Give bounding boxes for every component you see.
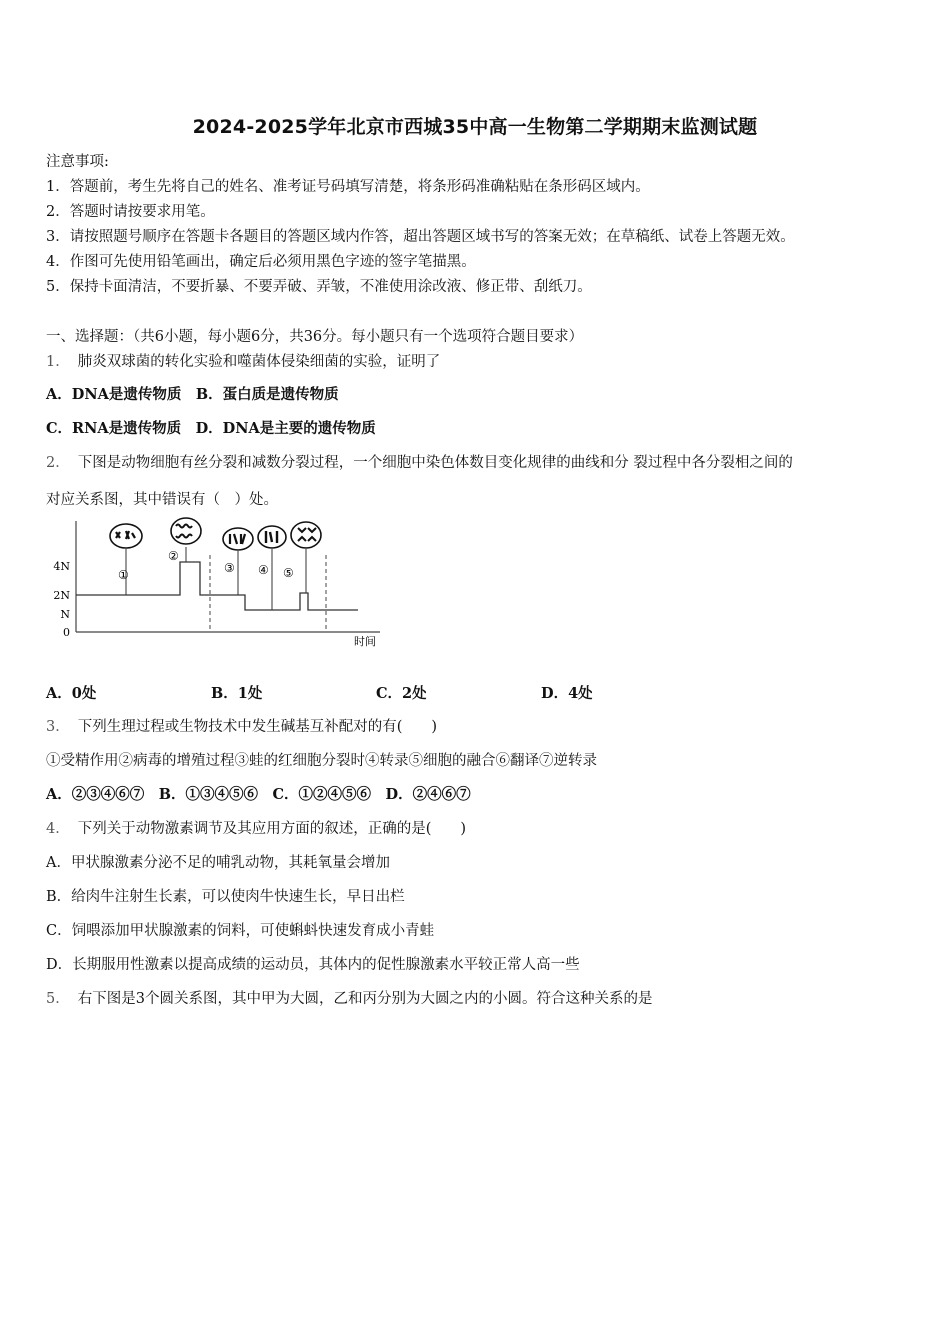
question-stem: 下列关于动物激素调节及其应用方面的叙述，正确的是( ) xyxy=(77,821,467,837)
marker-4: ④ xyxy=(258,563,269,577)
question-number: 3． xyxy=(46,719,70,735)
question-number: 1． xyxy=(46,354,70,370)
option-text: D．长期服用性激素以提高成绩的运动员，其体内的促性腺激素水平较正常人高一些 xyxy=(46,957,580,973)
marker-1: ① xyxy=(118,568,129,582)
option-text: C．饲喂添加甲状腺激素的饲料，可使蝌蚪快速发育成小青蛙 xyxy=(46,923,435,939)
notice-item: 2．答题时请按要求用笔。 xyxy=(46,204,215,220)
q3-options: A．②③④⑥⑦ B．①③④⑤⑥ C．①②④⑤⑥ D．②④⑥⑦ xyxy=(46,786,471,803)
q3-items: ①受精作用②病毒的增殖过程③蛙的红细胞分裂时④转录⑤细胞的融合⑥翻译⑦逆转录 xyxy=(46,753,597,769)
q4-option-b xyxy=(46,887,405,907)
y-label-0: 0 xyxy=(63,626,70,639)
q2-option-c: C．2处 xyxy=(376,685,427,702)
marker-3: ③ xyxy=(224,561,235,575)
page-title: 2024-2025学年北京市西城35中高一生物第二学期期末监测试题 xyxy=(192,116,758,138)
question-number: 5． xyxy=(46,991,70,1007)
section-heading: 一、选择题：（共6小题，每小题6分，共36分。每小题只有一个选项符合题目要求） xyxy=(46,329,584,345)
notice-item: 3．请按照题号顺序在答题卡各题目的答题区域内作答，超出答题区域书写的答案无效；在草稿纸、试卷上答题无效。 xyxy=(46,229,795,245)
question-number: 2． xyxy=(46,455,70,471)
question-stem: 下列生理过程或生物技术中发生碱基互补配对的有( ) xyxy=(77,719,438,735)
q2-option-a: A．0处 xyxy=(46,685,97,702)
question-stem: 右下图是3个圆关系图，其中甲为大圆，乙和丙分别为大圆之内的小圆。符合这种关系的是 xyxy=(77,991,653,1007)
question-2 xyxy=(46,453,793,473)
marker-2: ② xyxy=(168,549,179,563)
x-label: 时间 xyxy=(354,635,376,648)
q4-option-c xyxy=(46,921,434,941)
option-text: A．甲状腺激素分泌不足的哺乳动物，其耗氧量会增加 xyxy=(46,855,390,871)
cell-diagram-3 xyxy=(223,528,253,550)
q1-options-row-1: A．DNA是遗传物质 B．蛋白质是遗传物质 xyxy=(46,386,339,403)
question-3 xyxy=(46,717,437,737)
chromosome-number-chart xyxy=(40,515,400,650)
notice-item: 1．答题前，考生先将自己的姓名、准考证号码填写清楚，将条形码准确粘贴在条形码区域内。 xyxy=(46,179,650,195)
y-label-4n: 4N xyxy=(53,560,70,573)
question-stem-continued: 对应关系图，其中错误有（ ）处。 xyxy=(46,492,278,508)
question-stem: 下图是动物细胞有丝分裂和减数分裂过程，一个细胞中染色体数目变化规律的曲线和分 裂过程中各分裂相之间的 xyxy=(77,455,793,471)
question-5 xyxy=(46,989,652,1009)
question-number: 4． xyxy=(46,821,70,837)
cell-diagram-4 xyxy=(258,526,286,548)
question-1 xyxy=(46,352,440,372)
q2-option-d: D．4处 xyxy=(541,685,593,702)
notice-item: 5．保持卡面清洁，不要折暴、不要弄破、弄皱，不准使用涂改液、修正带、刮纸刀。 xyxy=(46,279,592,295)
question-stem: 肺炎双球菌的转化实验和噬菌体侵染细菌的实验，证明了 xyxy=(77,354,441,370)
option-text: B．给肉牛注射生长素，可以使肉牛快速生长，早日出栏 xyxy=(46,889,405,905)
notice-item: 4．作图可先使用铅笔画出，确定后必须用黑色字迹的签字笔描黑。 xyxy=(46,254,476,270)
marker-5: ⑤ xyxy=(283,566,294,580)
question-4 xyxy=(46,819,466,839)
q2-option-b: B．1处 xyxy=(211,685,263,702)
notice-heading: 注意事项: xyxy=(46,154,109,170)
q4-option-a xyxy=(46,853,390,873)
cell-diagram-5 xyxy=(291,522,321,548)
y-label-2n: 2N xyxy=(53,589,70,602)
cell-diagram-1 xyxy=(110,524,142,548)
cell-diagram-2 xyxy=(171,518,201,544)
q1-options-row-2: C．RNA是遗传物质 D．DNA是主要的遗传物质 xyxy=(46,420,376,437)
q4-option-d xyxy=(46,955,580,975)
y-label-n: N xyxy=(60,608,70,621)
